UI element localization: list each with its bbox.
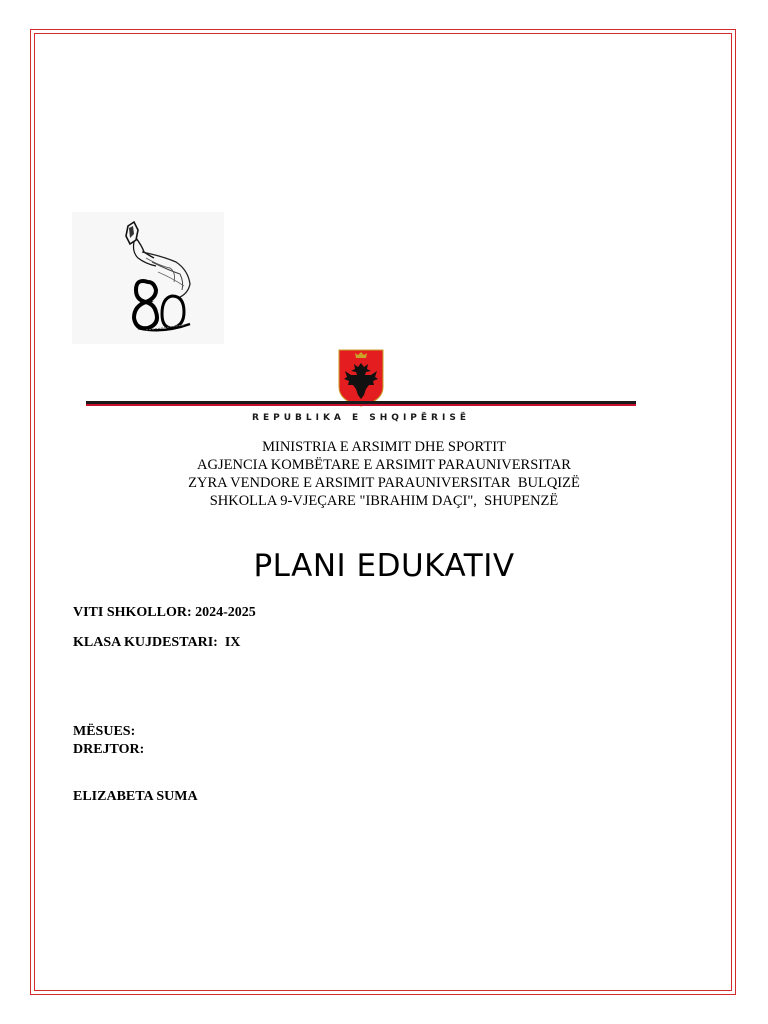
local-office-line: ZYRA VENDORE E ARSIMIT PARAUNIVERSITAR BULQIZË	[188, 475, 580, 491]
anniversary-logo	[72, 212, 224, 344]
albanian-coat-of-arms-icon	[338, 349, 384, 407]
anniversary-logo-icon	[72, 212, 224, 344]
director-label: DREJTOR:	[73, 742, 145, 757]
albanian-coat-of-arms	[338, 349, 384, 407]
school-year: VITI SHKOLLOR: 2024-2025	[73, 605, 256, 620]
institution-header	[84, 438, 684, 510]
teacher-label: MËSUES:	[73, 724, 136, 739]
header-rule-red	[86, 404, 636, 406]
teacher-name: ELIZABETA SUMA	[73, 789, 198, 804]
school-line: SHKOLLA 9-VJEÇARE "IBRAHIM DAÇI", SHUPENZË	[209, 493, 559, 509]
ministry-line: MINISTRIA E ARSIMIT DHE SPORTIT	[262, 439, 506, 455]
page-border-inner	[34, 33, 732, 991]
republic-label: REPUBLIKA E SHQIPËRISË	[252, 413, 470, 423]
agency-line: AGJENCIA KOMBËTARE E ARSIMIT PARAUNIVERSITAR	[197, 457, 571, 473]
homeroom-class: KLASA KUJDESTARI: IX	[73, 635, 241, 650]
document-title: PLANI EDUKATIV	[253, 548, 515, 584]
